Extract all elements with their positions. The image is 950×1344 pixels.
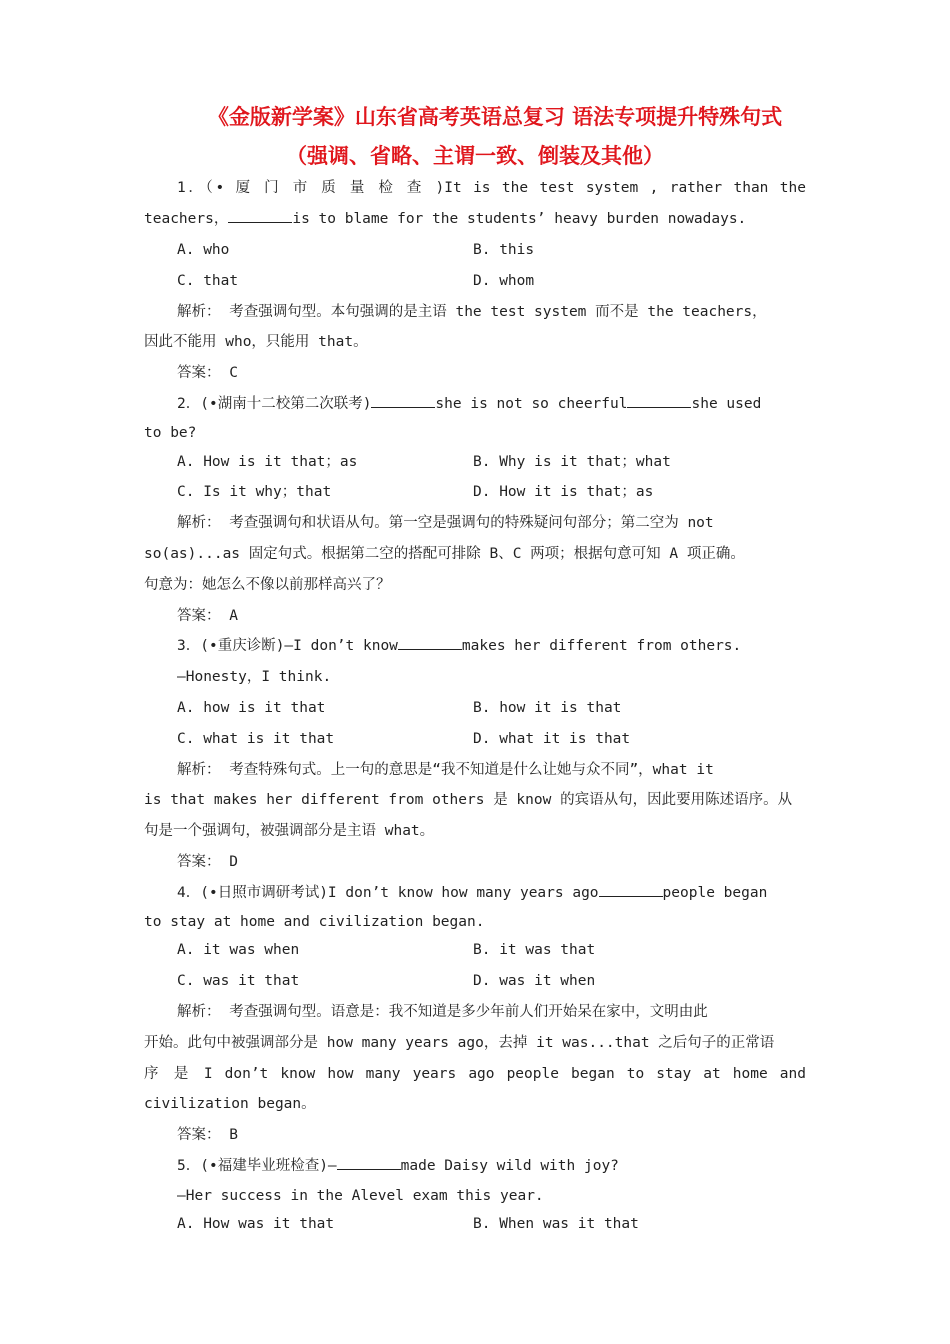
q5-option-a: A. How was it that [177,1216,335,1232]
q3-stem-line1: 3．(•重庆诊断)—I don’t know makes her different from others. [177,638,742,654]
q2-answer: 答案： A [177,608,238,624]
q4-explanation-line1: 解析： 考查强调句型。语意是：我不知道是多少年前人们开始呆在家中，文明由此 [177,1004,708,1020]
q1-stem-line1: 1．（• 厦 门 市 质 量 检 查 )It is the test system , rather than the [177,180,806,196]
q3-option-c: C. what is it that [177,731,335,747]
q5-stem-line2: —Her success in the Alevel exam this year. [177,1188,544,1204]
q3-option-d: D. what it is that [473,731,631,747]
answer-blank [337,1157,401,1170]
document-subtitle: （强调、省略、主谓一致、倒装及其他） [286,143,664,168]
q1-explanation-line1: 解析： 考查强调句型。本句强调的是主语 the test system 而不是 the teachers， [177,304,767,320]
answer-blank [398,637,462,650]
q2-option-a: A. How is it that；as [177,454,358,470]
q1-option-d: D. whom [473,273,535,289]
q4-explanation-line3: 序 是 I don’t know how many years ago people began to stay at home and [144,1066,806,1082]
q2-explanation-line3: 句意为：她怎么不像以前那样高兴了？ [144,577,391,593]
q4-option-a: A. it was when [177,942,300,958]
q3-explanation-line2: is that makes her different from others 是 know 的宾语从句，因此要用陈述语序。从 [144,792,793,808]
q2-option-b: B. Why is it that；what [473,454,671,470]
q1-option-c: C. that [177,273,239,289]
q2-stem-line2: to be? [144,425,197,441]
q3-answer: 答案： D [177,854,238,870]
q4-option-d: D. was it when [473,973,596,989]
answer-blank [599,884,663,897]
q1-option-b: B. this [473,242,535,258]
q5-stem-line1: 5．(•福建毕业班检查)— made Daisy wild with joy? [177,1158,619,1174]
q4-answer: 答案： B [177,1127,238,1143]
answer-blank [627,395,691,408]
q4-explanation-line2: 开始。此句中被强调部分是 how many years ago，去掉 it was...that 之后句子的正常语 [144,1035,775,1051]
q5-option-b: B. When was it that [473,1216,639,1232]
q3-option-a: A. how is it that [177,700,326,716]
q1-stem-line2: teachers， is to blame for the students’ heavy burden nowadays. [144,211,747,227]
q4-stem-line1: 4．(•日照市调研考试)I don’t know how many years ago people began [177,885,768,901]
q3-stem-line2: —Honesty，I think. [177,669,332,685]
q2-stem-line1: 2．(•湖南十二校第二次联考) she is not so cheerful she used [177,396,762,412]
answer-blank [371,395,435,408]
answer-blank [228,210,292,223]
q2-option-d: D. How it is that；as [473,484,654,500]
q4-option-c: C. was it that [177,973,300,989]
q3-explanation-line1: 解析： 考查特殊句式。上一句的意思是“我不知道是什么让她与众不同”，what it [177,762,714,778]
q4-explanation-line4: civilization began。 [144,1096,316,1112]
q3-explanation-line3: 句是一个强调句，被强调部分是主语 what。 [144,823,435,839]
q3-option-b: B. how it is that [473,700,622,716]
q1-option-a: A. who [177,242,230,258]
q2-explanation-line1: 解析： 考查强调句和状语从句。第一空是强调句的特殊疑问句部分；第二空为 not [177,515,714,531]
q2-explanation-line2: so(as)...as 固定句式。根据第二空的搭配可排除 B、C 两项；根据句意可知 A 项正确。 [144,546,745,562]
q4-option-b: B. it was that [473,942,596,958]
q1-answer: 答案： C [177,365,238,381]
q4-stem-line2: to stay at home and civilization began. [144,914,485,930]
q2-option-c: C. Is it why；that [177,484,332,500]
q1-explanation-line2: 因此不能用 who，只能用 that。 [144,334,368,350]
document-title: 《金版新学案》山东省高考英语总复习 语法专项提升特殊句式 [207,104,783,129]
